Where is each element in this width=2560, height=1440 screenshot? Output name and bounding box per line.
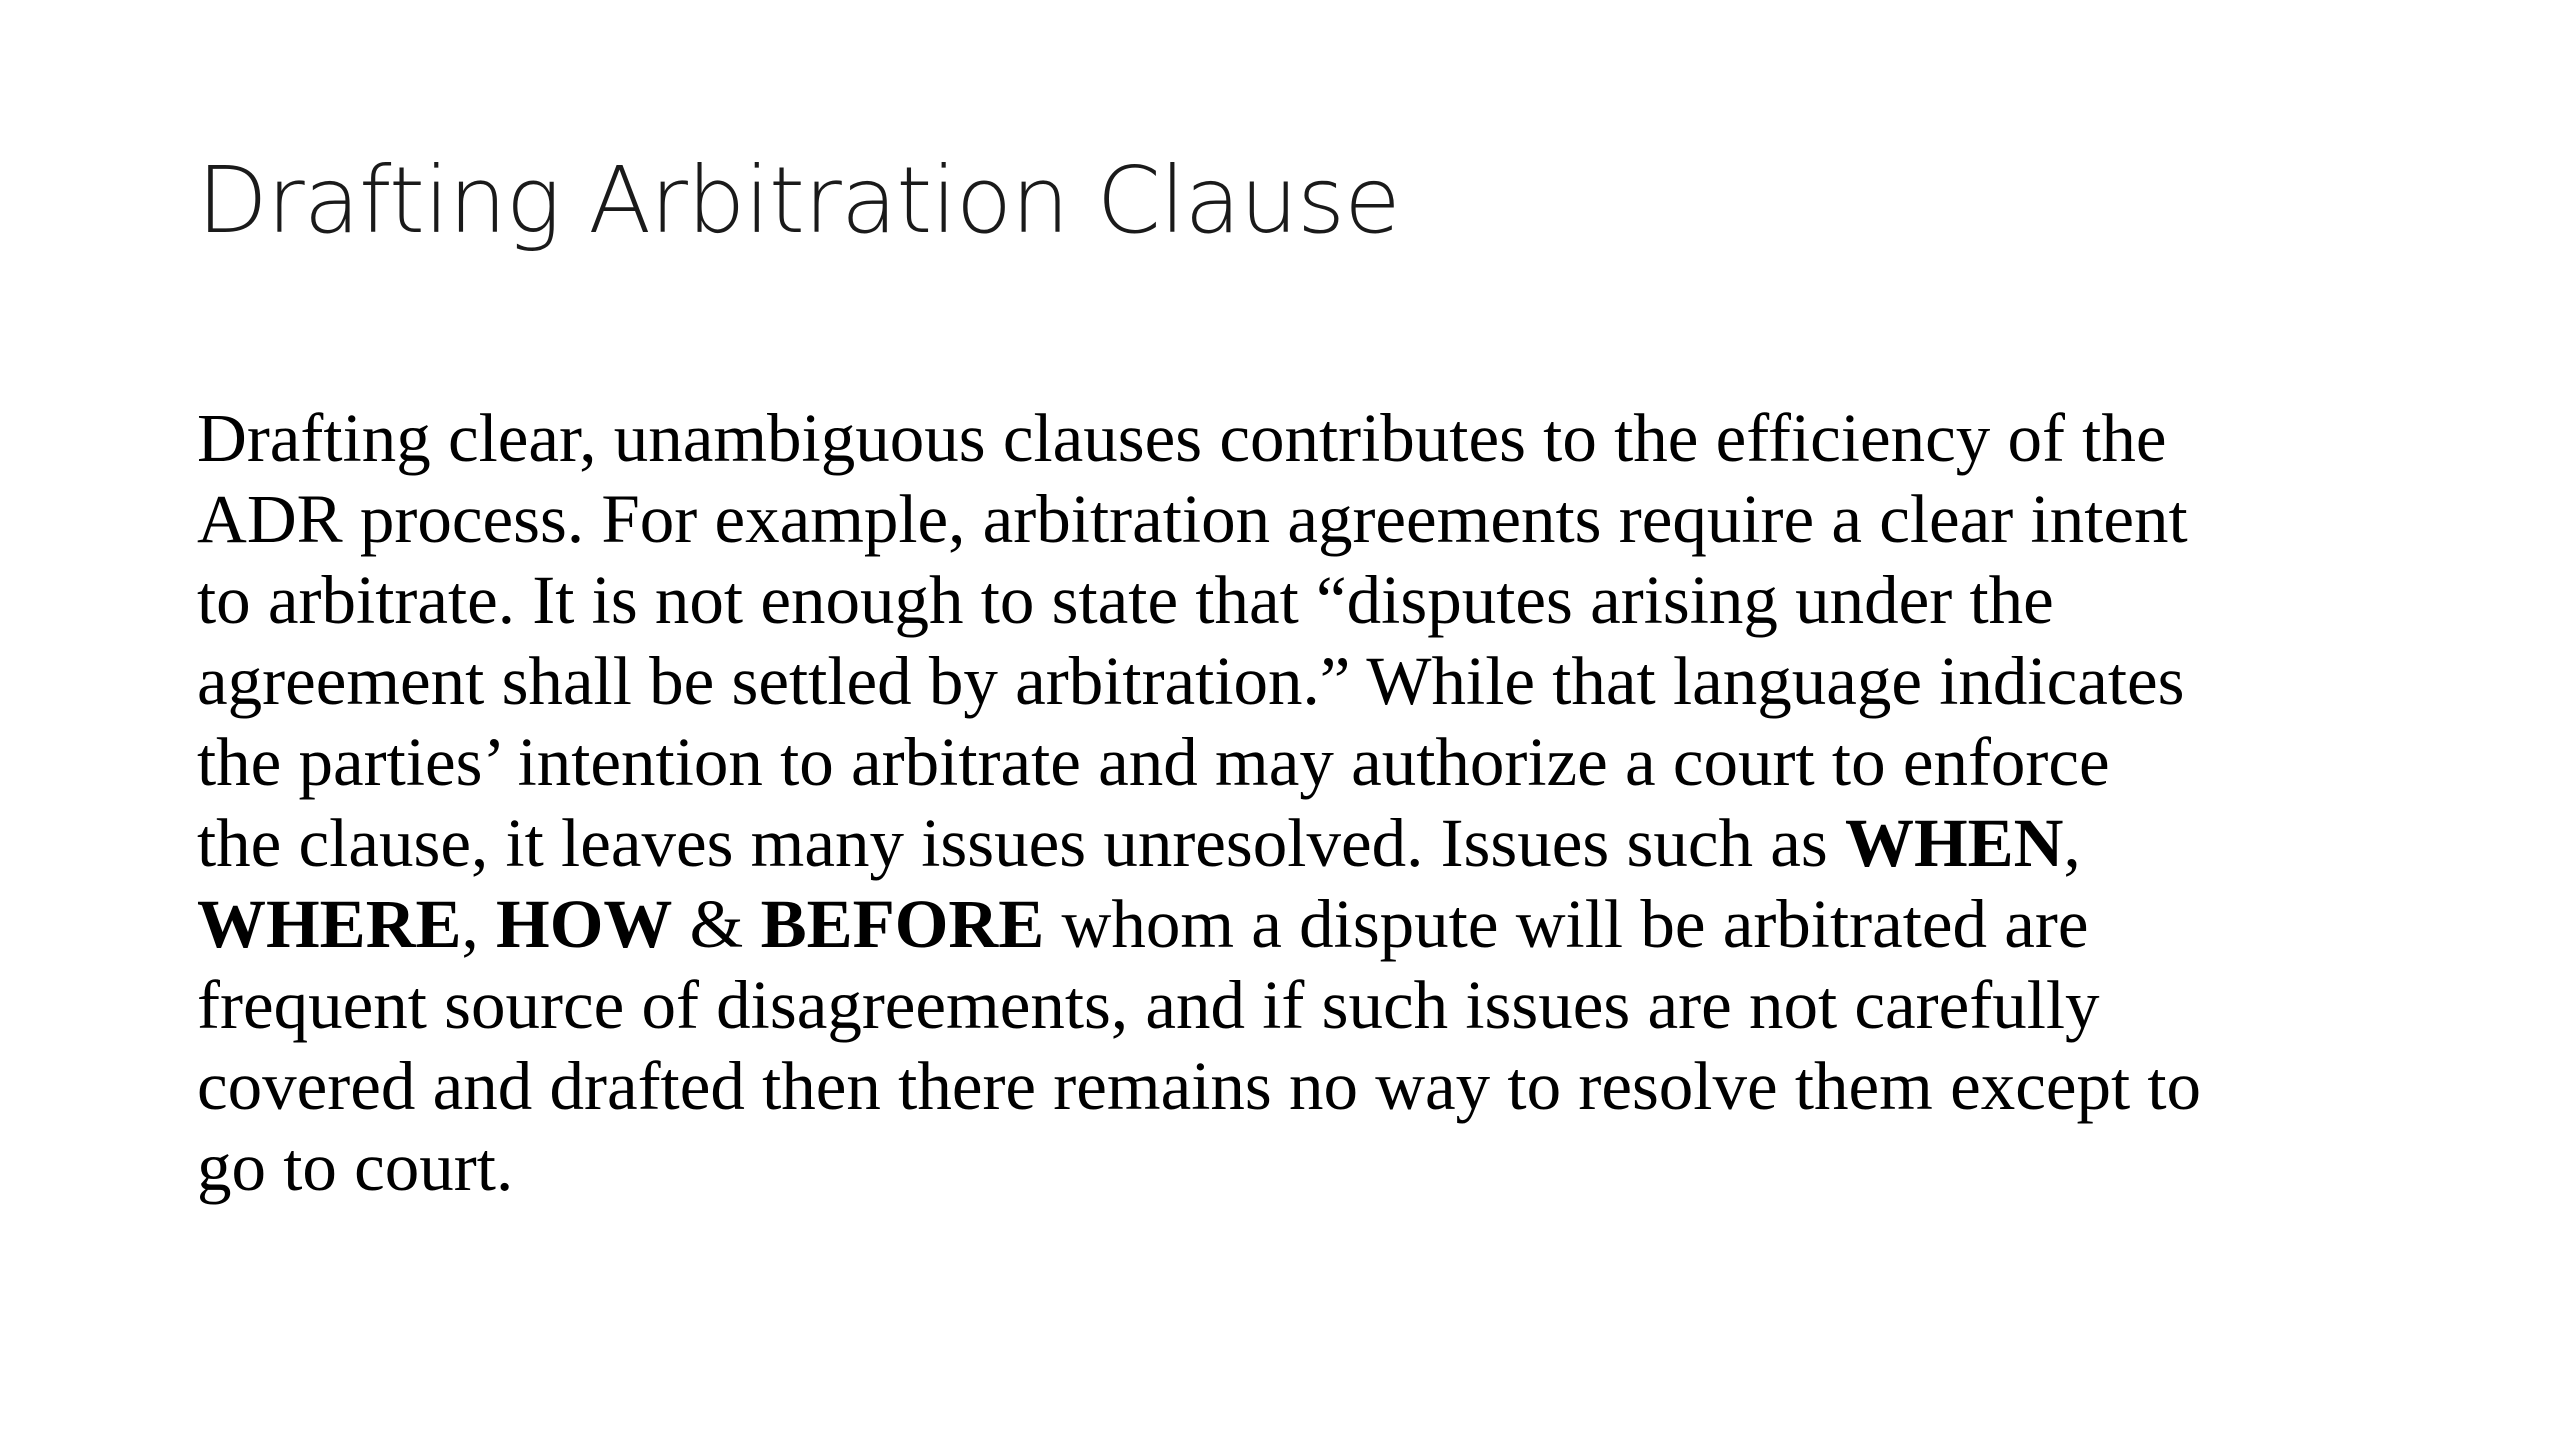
- keyword-when: WHEN: [1844, 805, 2064, 881]
- body-line-1: Drafting clear, unambiguous clauses contributes to the efficiency of the: [197, 400, 2167, 476]
- keyword-how: HOW: [496, 886, 673, 962]
- slide-body-paragraph: [197, 398, 2397, 1208]
- body-line-3: to arbitrate. It is not enough to state that “disputes arising under the: [197, 562, 2054, 638]
- body-line-7: [197, 884, 2397, 965]
- separator-ampersand: &: [672, 886, 761, 962]
- body-line-8: frequent source of disagreements, and if such issues are not carefully: [197, 967, 2100, 1043]
- keyword-before: BEFORE: [760, 886, 1045, 962]
- body-line-6-end: ,: [2063, 805, 2081, 881]
- body-line-6-text: the clause, it leaves many issues unresolved. Issues such as: [197, 805, 1845, 881]
- keyword-where: WHERE: [197, 886, 462, 962]
- body-line-2: ADR process. For example, arbitration agreements require a clear intent: [197, 481, 2188, 557]
- body-line-6: [197, 803, 2397, 884]
- body-line-9: covered and drafted then there remains no way to resolve them except to: [197, 1048, 2202, 1124]
- slide-title: Drafting Arbitration Clause: [197, 147, 1400, 254]
- separator-comma: ,: [461, 886, 497, 962]
- body-line-5: the parties’ intention to arbitrate and may authorize a court to enforce: [197, 724, 2110, 800]
- body-line-4: agreement shall be settled by arbitration.” While that language indicates: [197, 643, 2185, 719]
- body-line-10: go to court.: [197, 1129, 514, 1205]
- body-line-7-text: whom a dispute will be arbitrated are: [1044, 886, 2089, 962]
